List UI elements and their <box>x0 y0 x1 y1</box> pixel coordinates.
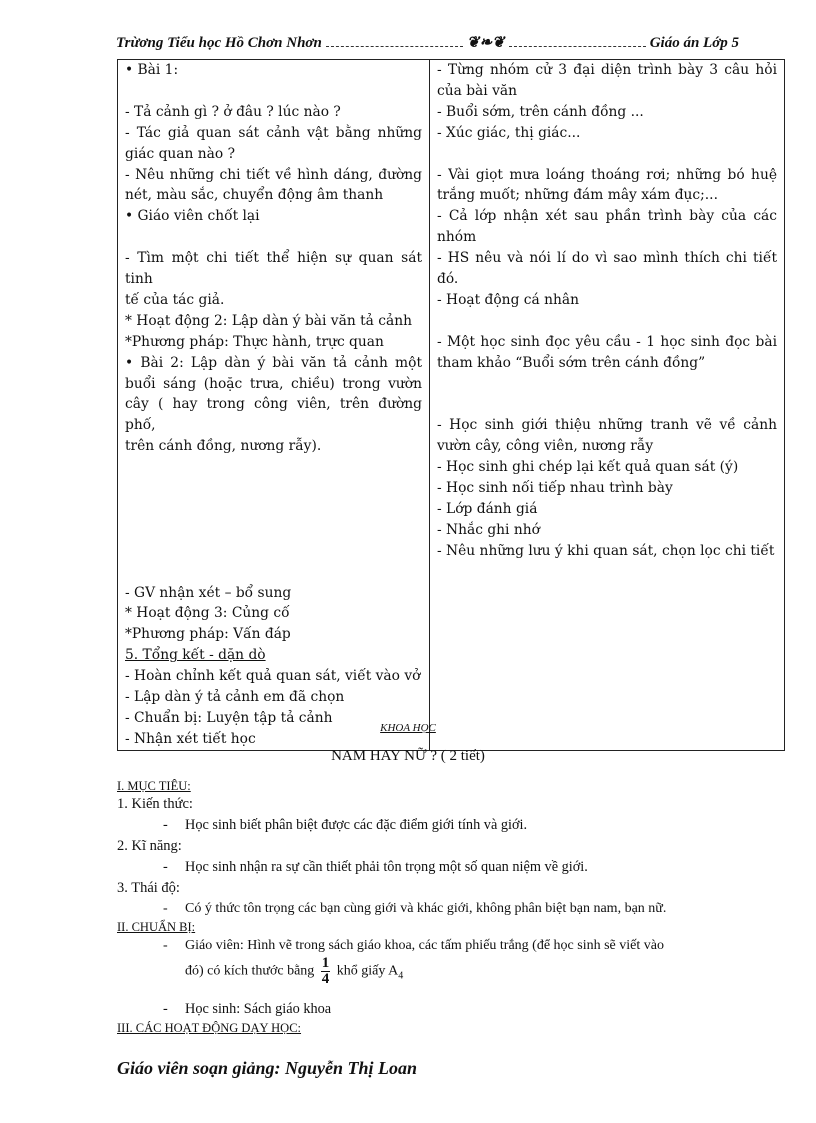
teacher-line: cây ( hay trong công viên, trên đường phố, <box>125 396 422 434</box>
teacher-line <box>125 227 422 248</box>
teacher-line: nét, màu sắc, chuyển động âm thanh <box>125 187 384 204</box>
teacher-prep-text2: đó) có kích thước bằng <box>185 963 315 979</box>
dash-marker: - <box>163 859 168 875</box>
teacher-line: trên cánh đồng, nương rẫy). <box>125 438 322 455</box>
teacher-line: - Lập dàn ý tả cảnh em đã chọn <box>125 689 345 706</box>
paper-size-subscript: 4 <box>398 970 404 982</box>
teacher-line <box>125 520 422 541</box>
student-line: tham khảo “Buổi sớm trên cánh đồng” <box>437 354 706 371</box>
teacher-line <box>125 562 422 583</box>
teacher-line: • Bài 1: <box>125 62 179 78</box>
teacher-prep-text: Giáo viên: Hình vẽ trong sách giáo khoa, các tấm phiếu trắng (để học sinh sẽ viết vào <box>185 938 664 953</box>
student-line: - Nêu những lưu ý khi quan sát, chọn lọc chi tiết <box>437 542 775 559</box>
student-line: - HS nêu và nói lí do vì sao mình thích chi tiết <box>437 250 777 267</box>
page-header <box>116 30 739 52</box>
teacher-line: *Phương pháp: Thực hành, trực quan <box>125 333 384 350</box>
teacher-line: tế của tác giả. <box>125 291 225 308</box>
student-line: - Từng nhóm cử 3 đại diện trình bày 3 câu hỏi <box>437 62 777 78</box>
student-line: - Lớp đánh giá <box>437 500 538 517</box>
teacher-line: * Hoạt động 2: Lập dàn ý bài văn tả cảnh <box>125 312 412 329</box>
knowledge-text: Học sinh biết phân biệt được các đặc điểm giới tính và giới. <box>185 817 528 833</box>
header-divider <box>326 45 463 47</box>
teacher-line <box>125 499 422 520</box>
attitude-item <box>163 901 666 917</box>
teacher-line: * Hoạt động 3: Củng cố <box>125 605 290 622</box>
student-line: - Nhắc ghi nhớ <box>437 521 540 538</box>
student-line: - Hoạt động cá nhân <box>437 291 580 308</box>
teacher-line: buổi sáng (hoặc trưa, chiều) trong vườn <box>125 375 422 392</box>
teacher-line: • Bài 2: Lập dàn ý bài văn tả cảnh một <box>125 354 422 371</box>
attitude-heading: 3. Thái độ: <box>117 880 180 896</box>
knowledge-item <box>163 817 527 834</box>
student-prep-text: Học sinh: Sách giáo khoa <box>185 1001 332 1017</box>
skills-item <box>163 859 588 876</box>
student-line: của bài văn <box>437 82 517 99</box>
teacher-line: • Giáo viên chốt lại <box>125 208 260 225</box>
attitude-text: Có ý thức tôn trọng các bạn cùng giới và khác giới, không phân biệt bạn nam, bạn nữ. <box>185 901 667 916</box>
teacher-prep-line1 <box>163 938 664 954</box>
teacher-line: *Phương pháp: Vấn đáp <box>125 626 291 643</box>
student-prep-item <box>163 1001 331 1018</box>
activities-heading: III. CÁC HOẠT ĐỘNG DẠY HỌC: <box>117 1021 302 1035</box>
student-line: vườn cây, công viên, nương rẫy <box>437 438 654 455</box>
student-line <box>437 394 777 415</box>
author-signature: Giáo viên soạn giảng: Nguyễn Thị Loan <box>117 1058 418 1078</box>
student-line: - Một học sinh đọc yêu cầu - 1 học sinh đọc bài <box>437 333 777 350</box>
teacher-line: 5. Tổng kết - dặn dò <box>125 647 266 664</box>
lesson-plan-label: Giáo án Lớp 5 <box>649 35 740 51</box>
student-line: đó. <box>437 271 459 288</box>
dash-marker: - <box>163 901 168 916</box>
lesson-activities-table <box>117 59 785 751</box>
student-line: trắng muốt; những đám mây xám đục;... <box>437 187 718 204</box>
header-divider <box>509 45 646 47</box>
teacher-line <box>125 81 422 102</box>
student-line: - Học sinh giới thiệu những tranh vẽ về cảnh <box>437 417 777 434</box>
school-name: Trừơng Tiểu học Hồ Chơn Nhơn <box>116 35 322 51</box>
teacher-line: - Tả cảnh gì ? ở đâu ? lúc nào ? <box>125 103 341 120</box>
student-line: - Cả lớp nhận xét sau phần trình bày của các <box>437 208 777 225</box>
teacher-line: - GV nhận xét – bổ sung <box>125 584 292 601</box>
skills-heading: 2. Kĩ năng: <box>117 838 182 854</box>
teacher-line: giác quan nào ? <box>125 145 235 162</box>
fraction-numerator: 1 <box>321 955 330 971</box>
dash-marker: - <box>163 1001 168 1017</box>
paper-size-text: khổ giấy A <box>336 963 399 979</box>
student-line: - Học sinh nối tiếp nhau trình bày <box>437 480 673 497</box>
teacher-activities-column <box>118 60 430 751</box>
student-line <box>437 144 777 165</box>
teacher-line: - Nêu những chi tiết về hình dáng, đường <box>125 166 422 183</box>
student-activities-column <box>430 60 785 751</box>
teacher-line: - Nhận xét tiết học <box>125 730 256 747</box>
fraction-quarter <box>321 956 331 987</box>
dash-marker: - <box>163 817 168 833</box>
fraction-denominator: 4 <box>321 971 330 987</box>
student-line <box>437 311 777 332</box>
student-line: - Xúc giác, thị giác... <box>437 124 581 141</box>
teacher-line: - Tác giả quan sát cảnh vật bằng những <box>125 124 422 141</box>
lesson-title: NAM HAY NỮ ? ( 2 tiết) <box>331 748 485 764</box>
preparation-heading: II. CHUẨN BỊ: <box>117 920 196 934</box>
student-line: - Học sinh ghi chép lại kết quả quan sát (ý) <box>437 459 739 476</box>
teacher-line: - Hoàn chỉnh kết quả quan sát, viết vào vở <box>125 668 421 685</box>
teacher-line: - Chuẩn bị: Luyện tập tả cảnh <box>125 709 333 726</box>
teacher-line: - Tìm một chi tiết thể hiện sự quan sát tinh <box>125 250 422 288</box>
teacher-line <box>125 457 422 478</box>
teacher-prep-line2 <box>185 956 403 987</box>
skills-text: Học sinh nhận ra sự cần thiết phải tôn trọng một số quan niệm về giới. <box>185 859 588 875</box>
knowledge-heading: 1. Kiến thức: <box>117 796 193 812</box>
objectives-heading: I. MỤC TIÊU: <box>117 779 191 793</box>
teacher-line <box>125 541 422 562</box>
student-line <box>437 374 777 395</box>
student-line: - Buổi sớm, trên cánh đồng ... <box>437 103 644 120</box>
student-line: - Vài giọt mưa loáng thoáng rơi; những bó huệ <box>437 166 777 183</box>
student-line: nhóm <box>437 229 477 246</box>
dash-marker: - <box>163 938 168 953</box>
subject-title: KHOA HỌC <box>380 722 436 734</box>
teacher-line <box>125 478 422 499</box>
ornament-icon: ❦❧❦ <box>466 35 505 51</box>
